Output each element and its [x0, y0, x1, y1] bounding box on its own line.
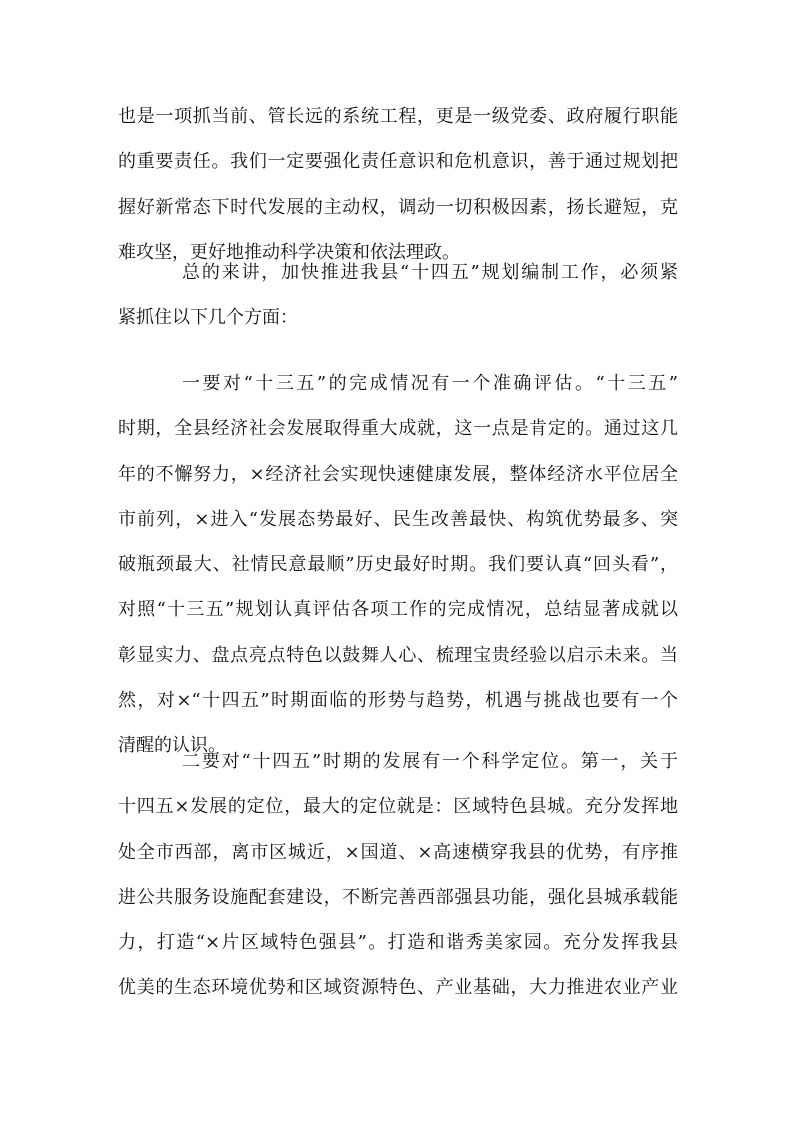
text-line: 十四五×发展的定位，最大的定位就是：区域特色县城。充分发挥地 [118, 796, 678, 818]
text-line: 紧抓住以下几个方面： [118, 307, 298, 329]
text-line: 时期，全县经济社会发展取得重大成就，这一点是肯定的。通过这几 [118, 418, 678, 440]
text-line: 然，对×“十四五”时期面临的形势与趋势，机遇与挑战也要有一个 [118, 690, 678, 712]
text-line: 进公共服务设施配套建设，不断完善西部强县功能，强化县城承载能 [118, 886, 678, 908]
text-line: 也是一项抓当前、管长远的系统工程，更是一级党委、政府履行职能 [118, 106, 678, 127]
text-line: 优美的生态环境优势和区域资源特色、产业基础，大力推进农业产业 [118, 977, 678, 999]
paragraph-positioning [118, 739, 678, 1011]
text-line: 处全市西部，离市区城近，×国道、×高速横穿我县的优势，有序推 [118, 841, 678, 863]
text-line: 握好新常态下时代发展的主动权，调动一切积极因素，扬长避短，克 [118, 196, 678, 218]
paragraph-overview [118, 250, 678, 341]
text-line: 对照“十三五”规划认真评估各项工作的完成情况，总结显著成就以 [118, 599, 678, 621]
text-line: 市前列，×进入“发展态势最好、民生改善最快、构筑优势最多、突 [118, 508, 678, 530]
text-line: 年的不懈努力，×经济社会实现快速健康发展，整体经济水平位居全 [118, 463, 678, 485]
text-line: 一要对“十三五”的完成情况有一个准确评估。“十三五” [182, 373, 678, 394]
text-line: 彰显实力、盘点亮点特色以鼓舞人心、梳理宝贵经验以启示未来。当 [118, 644, 678, 666]
text-line: 难攻坚，更好地推动科学决策和依法理政。 [118, 241, 460, 263]
text-line: 总的来讲，加快推进我县“十四五”规划编制工作，必须紧 [182, 262, 678, 283]
text-line: 的重要责任。我们一定要强化责任意识和危机意识，善于通过规划把 [118, 151, 678, 173]
text-line: 二要对“十四五”时期的发展有一个科学定位。第一，关于 [182, 751, 678, 772]
text-line: 清醒的认识。 [118, 735, 226, 757]
text-line: 破瓶颈最大、社情民意最顺”历史最好时期。我们要认真“回头看”， [118, 554, 678, 576]
text-line: 力，打造“×片区域特色强县”。打造和谐秀美家园。充分发挥我县 [118, 932, 678, 954]
paragraph-evaluation [118, 361, 678, 769]
paragraph-responsibility [118, 94, 678, 275]
